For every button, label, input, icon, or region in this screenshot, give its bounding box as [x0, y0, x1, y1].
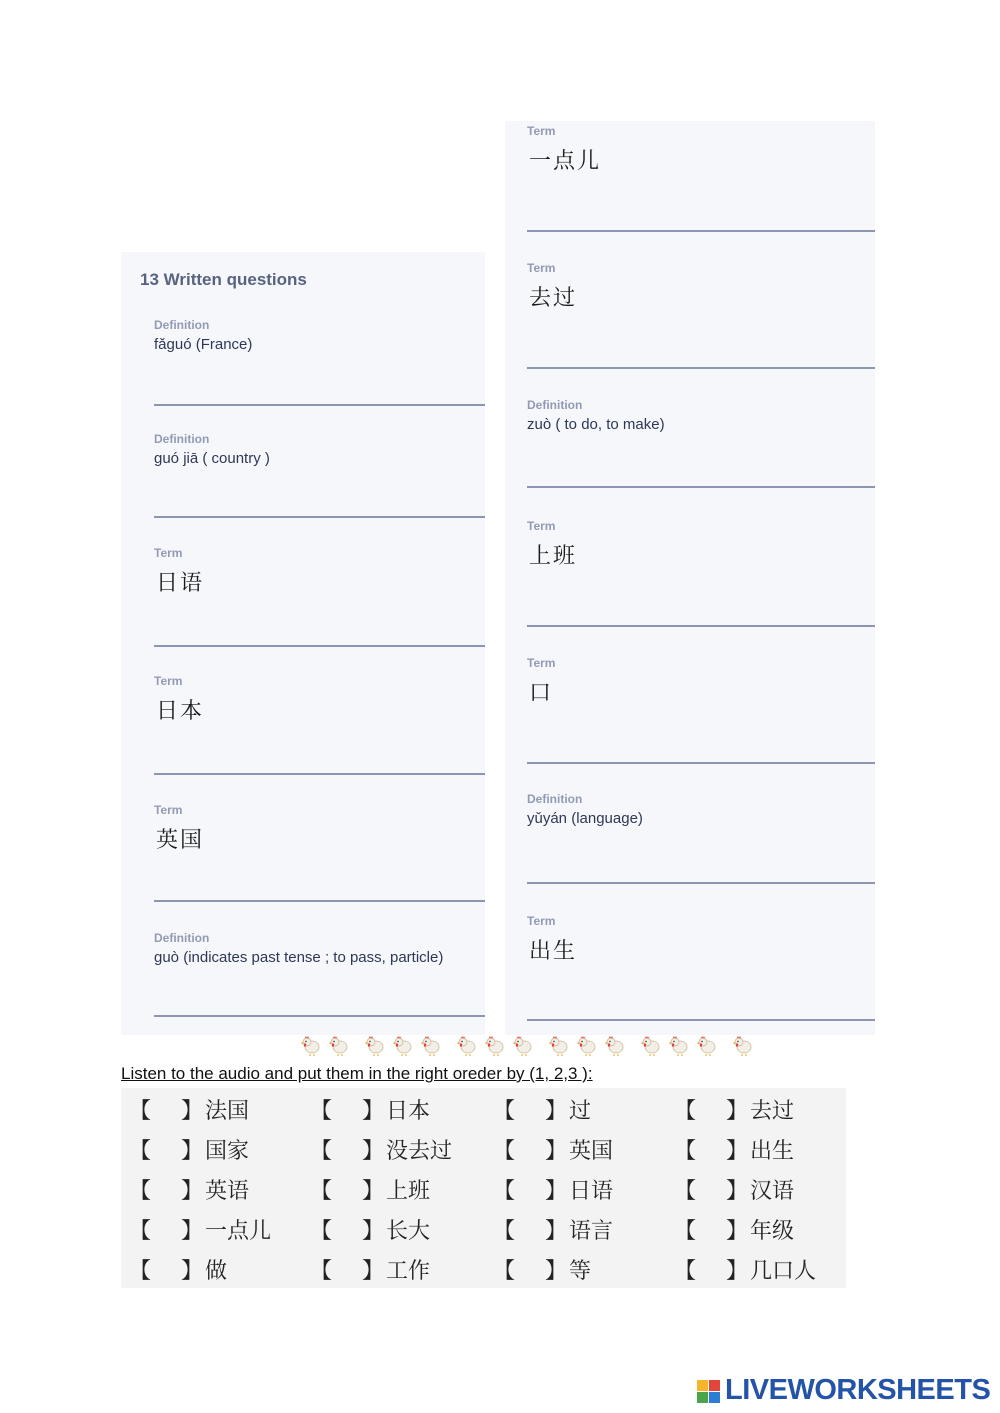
bracket-close: 】: [181, 1179, 204, 1204]
order-number-input[interactable]: 【: [493, 1179, 516, 1204]
order-word: 汉语: [750, 1179, 795, 1204]
order-number-input[interactable]: 【: [310, 1139, 333, 1164]
order-number-input[interactable]: 【: [674, 1139, 697, 1164]
chicken-icon: [640, 1034, 662, 1056]
definition-text: guó jiā ( country ): [154, 450, 270, 467]
order-item: [493, 1132, 663, 1168]
card-label: Term: [527, 656, 556, 670]
order-number-input[interactable]: 【: [674, 1259, 697, 1284]
order-word: 没去过: [386, 1139, 453, 1164]
order-number-input[interactable]: 【: [674, 1219, 697, 1244]
card-label: Term: [154, 803, 183, 817]
order-word: 过: [569, 1099, 592, 1124]
panel-title: 13 Written questions: [140, 270, 307, 289]
definition-text: yǔyán (language): [527, 810, 643, 827]
order-item: [674, 1172, 844, 1208]
bracket-close: 】: [181, 1099, 204, 1124]
order-item: [674, 1252, 844, 1288]
card-label: Term: [154, 546, 183, 560]
card-label: Definition: [154, 432, 210, 446]
answer-input-line[interactable]: [154, 773, 485, 775]
order-item: [310, 1172, 480, 1208]
order-number-input[interactable]: 【: [493, 1219, 516, 1244]
order-word: 一点儿: [205, 1219, 272, 1244]
term-card: [527, 914, 875, 1021]
order-number-input[interactable]: 【: [310, 1219, 333, 1244]
order-item: [310, 1212, 480, 1248]
chicken-icon: [604, 1034, 626, 1056]
chicken-icon: [364, 1034, 386, 1056]
answer-input-line[interactable]: [154, 404, 485, 406]
order-number-input[interactable]: 【: [674, 1099, 697, 1124]
instruction-text: Listen to the audio and put them in the right oreder by (1, 2,3 ):: [121, 1064, 593, 1083]
term-card: [527, 656, 875, 764]
order-item: [310, 1092, 480, 1128]
brand-name: LIVEWORKSHEETS: [725, 1374, 991, 1406]
chicken-icon: [548, 1034, 570, 1056]
bracket-close: 】: [726, 1179, 749, 1204]
order-number-input[interactable]: 【: [310, 1259, 333, 1284]
order-word: 去过: [750, 1099, 795, 1124]
chicken-icon: [576, 1034, 598, 1056]
answer-input-line[interactable]: [154, 1015, 485, 1017]
card-label: Definition: [527, 398, 583, 412]
order-word: 年级: [750, 1219, 795, 1244]
order-word: 出生: [750, 1139, 795, 1164]
chicken-icon: [392, 1034, 414, 1056]
answer-input-line[interactable]: [527, 367, 875, 369]
written-questions-panel-left: [121, 252, 485, 1035]
card-label: Term: [527, 519, 556, 533]
card-label: Term: [154, 674, 183, 688]
answer-input-line[interactable]: [527, 230, 875, 232]
order-item: [493, 1172, 663, 1208]
bracket-close: 】: [181, 1259, 204, 1284]
card-label: Term: [527, 124, 556, 138]
bracket-close: 】: [181, 1219, 204, 1244]
chicken-icon: [484, 1034, 506, 1056]
order-word: 国家: [205, 1139, 250, 1164]
liveworksheets-icon: [697, 1380, 721, 1404]
order-word: 几口人: [750, 1259, 817, 1284]
answer-input-line[interactable]: [527, 625, 875, 627]
order-item: [129, 1172, 299, 1208]
bracket-close: 】: [362, 1259, 385, 1284]
order-word: 等: [569, 1259, 592, 1284]
term-card: [527, 124, 875, 232]
order-item: [674, 1092, 844, 1128]
order-item: [493, 1252, 663, 1288]
bracket-close: 】: [362, 1139, 385, 1164]
order-number-input[interactable]: 【: [129, 1259, 152, 1284]
term-card: [154, 803, 485, 902]
chicken-icon: [732, 1034, 754, 1056]
term-text: 出生: [529, 939, 578, 964]
definition-card: [527, 792, 875, 884]
bracket-close: 】: [362, 1219, 385, 1244]
chicken-icon: [456, 1034, 478, 1056]
order-number-input[interactable]: 【: [129, 1179, 152, 1204]
order-item: [310, 1132, 480, 1168]
definition-card: [154, 432, 485, 518]
decorative-chicken-row: [300, 1034, 760, 1058]
answer-input-line[interactable]: [154, 516, 485, 518]
definition-text: zuò ( to do, to make): [527, 416, 665, 433]
bracket-close: 】: [726, 1219, 749, 1244]
term-text: 上班: [529, 544, 578, 569]
answer-input-line[interactable]: [527, 486, 875, 488]
order-word: 做: [205, 1259, 228, 1284]
definition-text: guò (indicates past tense ; to pass, particle): [154, 949, 444, 966]
order-item: [129, 1212, 299, 1248]
order-number-input[interactable]: 【: [129, 1099, 152, 1124]
bracket-close: 】: [726, 1139, 749, 1164]
bracket-close: 】: [545, 1179, 568, 1204]
bracket-close: 】: [545, 1139, 568, 1164]
order-number-input[interactable]: 【: [674, 1179, 697, 1204]
answer-input-line[interactable]: [154, 900, 485, 902]
card-label: Definition: [154, 318, 210, 332]
order-item: [674, 1132, 844, 1168]
card-label: Term: [527, 261, 556, 275]
term-text: 英国: [156, 828, 205, 853]
order-word: 英语: [205, 1179, 250, 1204]
order-word: 语言: [569, 1219, 614, 1244]
chicken-icon: [696, 1034, 718, 1056]
answer-input-line[interactable]: [527, 762, 875, 764]
order-item: [129, 1092, 299, 1128]
chicken-icon: [300, 1034, 322, 1056]
card-label: Definition: [154, 931, 210, 945]
order-number-input[interactable]: 【: [310, 1179, 333, 1204]
definition-card: [154, 318, 485, 406]
card-label: Term: [527, 914, 556, 928]
order-item: [129, 1252, 299, 1288]
definition-card: [154, 931, 485, 1017]
order-item: [674, 1212, 844, 1248]
bracket-close: 】: [362, 1179, 385, 1204]
order-word: 日语: [569, 1179, 614, 1204]
bracket-close: 】: [181, 1139, 204, 1164]
chicken-icon: [420, 1034, 442, 1056]
order-word: 英国: [569, 1139, 614, 1164]
order-number-input[interactable]: 【: [493, 1259, 516, 1284]
term-text: 一点儿: [529, 149, 602, 174]
card-label: Definition: [527, 792, 583, 806]
order-word: 法国: [205, 1099, 250, 1124]
bracket-close: 】: [545, 1219, 568, 1244]
order-number-input[interactable]: 【: [129, 1219, 152, 1244]
term-text: 口: [529, 681, 554, 706]
definition-text: fǎguó (France): [154, 336, 253, 353]
term-card: [154, 546, 485, 647]
term-card: [527, 519, 875, 627]
bracket-close: 】: [545, 1259, 568, 1284]
bracket-close: 】: [726, 1259, 749, 1284]
term-card: [527, 261, 875, 369]
answer-input-line[interactable]: [527, 882, 875, 884]
bracket-close: 】: [545, 1099, 568, 1124]
order-item: [493, 1212, 663, 1248]
definition-card: [527, 398, 875, 488]
bracket-close: 】: [362, 1099, 385, 1124]
order-number-input[interactable]: 【: [310, 1099, 333, 1124]
order-item: [129, 1132, 299, 1168]
chicken-icon: [512, 1034, 534, 1056]
written-questions-panel-right: [505, 121, 875, 1035]
term-text: 日本: [156, 699, 205, 724]
order-number-input[interactable]: 【: [493, 1139, 516, 1164]
answer-input-line[interactable]: [527, 1019, 875, 1021]
term-text: 去过: [529, 286, 578, 311]
order-word: 工作: [386, 1259, 431, 1284]
order-number-input[interactable]: 【: [493, 1099, 516, 1124]
chicken-icon: [328, 1034, 350, 1056]
order-item: [493, 1092, 663, 1128]
term-card: [154, 674, 485, 775]
answer-input-line[interactable]: [154, 645, 485, 647]
term-text: 日语: [156, 571, 205, 596]
bracket-close: 】: [726, 1099, 749, 1124]
chicken-icon: [668, 1034, 690, 1056]
order-word: 长大: [386, 1219, 431, 1244]
order-item: [310, 1252, 480, 1288]
order-number-input[interactable]: 【: [129, 1139, 152, 1164]
order-word: 上班: [386, 1179, 431, 1204]
order-word: 日本: [386, 1099, 431, 1124]
ordering-word-grid: [121, 1088, 846, 1288]
